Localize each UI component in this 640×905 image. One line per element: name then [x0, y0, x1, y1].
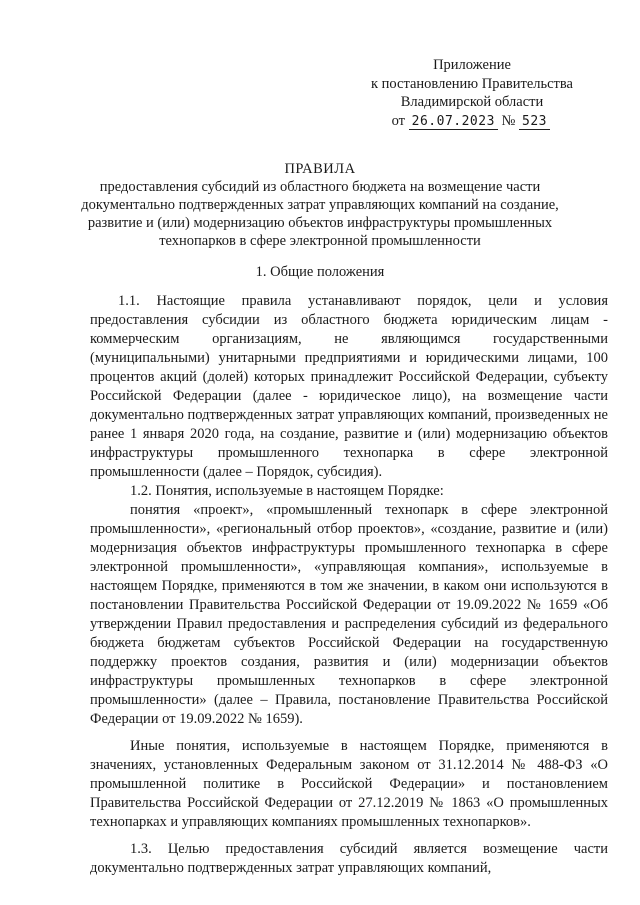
appendix-label: Приложение	[433, 57, 511, 73]
paragraph-1-2: 1.2. Понятия, используемые в настоящем Порядке:	[130, 483, 444, 499]
appendix-date-number	[352, 112, 592, 132]
paragraph-1-2-concepts: понятия «проект», «промышленный технопарк в сфере электронной промышленности», «региональный отбор проектов», «создание, развитие и (или) модернизация объектов инфраструктуры промышленного технопарка в сфере электронной промышленности», «управляющая компания», используемые в настоящем Порядке, применяются в том же значении, в каком они используются в постановлении Правительства Российской Федерации от 19.09.2022 № 1659 «Об утверждении Правил предоставления и распределения субсидий из федерального бюджета бюджетам субъектов Российской Федерации на государственную поддержку проектов создания, развития и (или) модернизации объектов инфраструктуры промышленных технопарков в сфере электронной промышленности» (далее – Правила, постановление Правительства Российской Федерации от 19.09.2022 № 1659).	[90, 502, 608, 727]
paragraph-1-2-other: Иные понятия, используемые в настоящем Порядке, применяются в значениях, установленных Федеральным законом от 31.12.2014 № 488-ФЗ «О промышленной политике в Российской Федерации» и постановлением Правительства Российской Федерации от 27.12.2019 № 1863 «О промышленных технопарках и управляющих компаниях промышленных технопарков».	[90, 738, 608, 830]
document-body	[90, 292, 608, 878]
section-heading: 1. Общие положения	[255, 264, 385, 280]
title-heading: ПРАВИЛА	[284, 161, 356, 177]
decree-number: 523	[519, 114, 550, 130]
date-prefix: от	[391, 112, 406, 129]
appendix-region: Владимирской области	[400, 94, 544, 110]
paragraph-1-1: 1.1. Настоящие правила устанавливают порядок, цели и условия предоставления субсидии из областного бюджета юридическим лицам - коммерческим организациям, не являющимся государственными (муниципальными) унитарными предприятиями и юридическими лицами, 100 процентов акций (долей) которых принадлежит Российской Федерации, субъекту Российской Федерации (далее - юридическое лицо), на возмещение части документально подтвержденных затрат управляющих компаний, произведенных не ранее 1 января 2020 года, на создание, развитие и (или) модернизацию объектов инфраструктуры промышленного технопарка в сфере электронной промышленности (далее – Порядок, субсидия).	[90, 293, 608, 480]
number-prefix: №	[501, 112, 516, 129]
paragraph-1-3: 1.3. Целью предоставления субсидий является возмещение части документально подтвержденных затрат управляющих компаний,	[90, 841, 608, 876]
appendix-block	[352, 56, 592, 131]
decree-date: 26.07.2023	[409, 114, 498, 130]
title-subtitle: предоставления субсидий из областного бюджета на возмещение части документально подтвержденных затрат управляющих компаний на создание, развитие и (или) модернизацию объектов инфраструктуры промышленных технопарков в сфере электронной промышленности	[81, 179, 559, 249]
appendix-decree-ref: к постановлению Правительства	[371, 75, 573, 92]
document-title	[0, 160, 640, 250]
